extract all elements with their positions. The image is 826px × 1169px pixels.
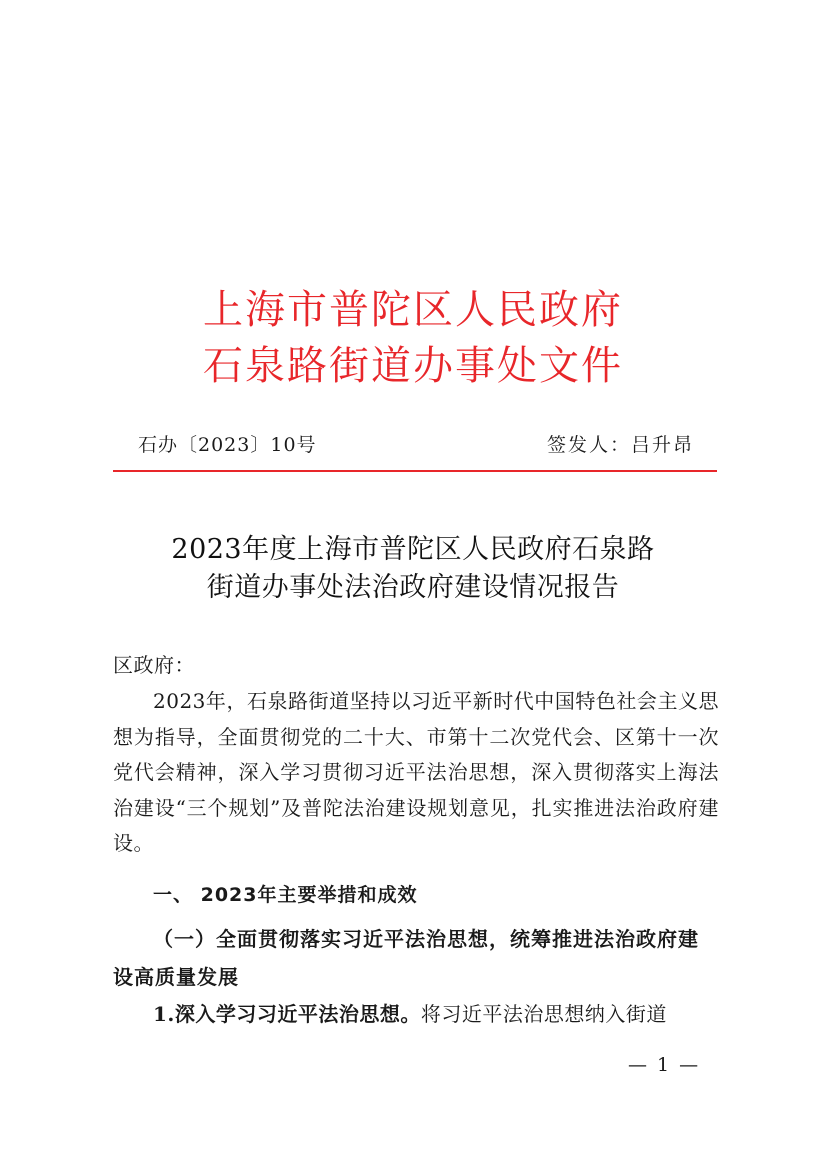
section-heading-1: 一、 2023年主要举措和成效 bbox=[153, 884, 418, 906]
masthead-line-1: 上海市普陀区人民政府 bbox=[203, 287, 623, 333]
intro-paragraph: 2023年，石泉路街道坚持以习近平新时代中国特色社会主义思想为指导，全面贯彻党的二十大、市第十二次党代会、区第十一次党代会精神，深入学习贯彻习近平法治思想，深入贯彻落实上海法治建设“三个规划”及普陀法治建设规划意见，扎实推进法治政府建设。 bbox=[113, 689, 719, 855]
item-paragraph-1 bbox=[113, 996, 719, 1032]
item-1-text: 将习近平法治思想纳入街道 bbox=[420, 1002, 667, 1026]
page-number: — 1 — bbox=[628, 1054, 701, 1076]
subsection-heading-1: （一）全面贯彻落实习近平法治思想，统筹推进法治政府建设高质量发展 bbox=[113, 927, 699, 989]
document-number: 石办〔2023〕10号 bbox=[138, 434, 317, 456]
red-divider bbox=[113, 470, 717, 472]
report-title-line-2: 街道办事处法治政府建设情况报告 bbox=[206, 572, 620, 603]
masthead-line-2: 石泉路街道办事处文件 bbox=[203, 343, 623, 389]
issuer-signature: 签发人：吕升昂 bbox=[546, 434, 694, 456]
item-1-lead: 1.深入学习习近平法治思想。 bbox=[153, 1002, 421, 1026]
report-title-line-1: 2023年度上海市普陀区人民政府石泉路 bbox=[171, 534, 655, 565]
salutation: 区政府： bbox=[113, 653, 195, 677]
